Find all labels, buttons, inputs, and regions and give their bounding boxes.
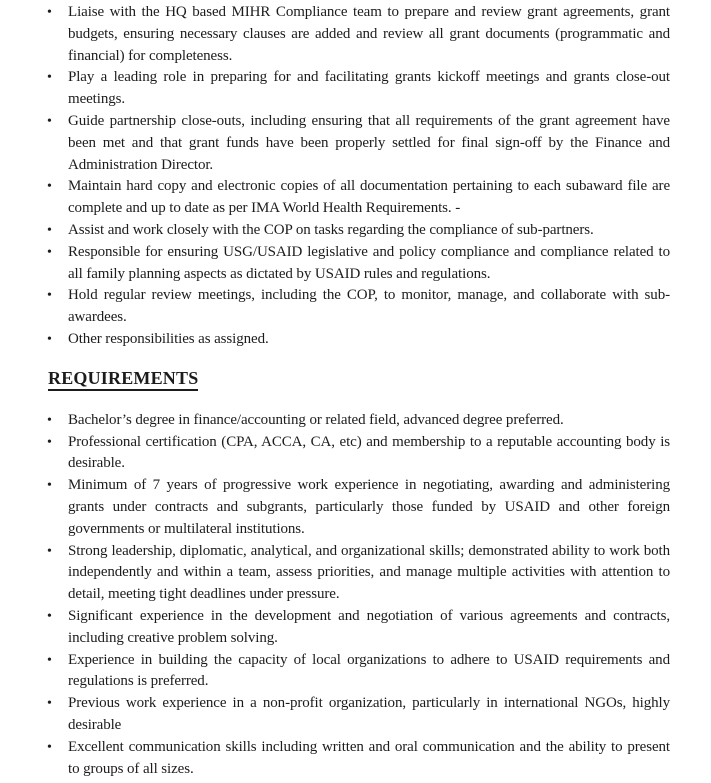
list-item (47, 432, 670, 476)
list-item-text: Significant experience in the development and negotiation of various agreements and contracts, including creative problem solving. (68, 607, 670, 646)
list-item (47, 242, 670, 286)
list-item (47, 541, 670, 606)
list-item (47, 2, 670, 67)
bullet-icon: • (47, 244, 52, 260)
list-item-text: Maintain hard copy and electronic copies of all documentation pertaining to each subaward file are complete and up to date as per IMA World Health Requirements. - (68, 178, 670, 217)
bullet-icon: • (47, 179, 52, 195)
bullet-icon: • (47, 331, 52, 347)
list-item-text: Other responsibilities as assigned. (68, 330, 269, 347)
list-item (47, 650, 670, 694)
list-item (47, 285, 670, 329)
list-item (47, 693, 670, 737)
list-item (47, 410, 670, 432)
responsibilities-list (47, 2, 670, 351)
bullet-icon: • (47, 696, 52, 712)
list-item-text: Play a leading role in preparing for and facilitating grants kickoff meetings and grants close-out meetings. (68, 69, 670, 108)
list-item (47, 220, 670, 242)
requirements-list (47, 410, 670, 781)
list-item (47, 176, 670, 220)
list-item-text: Bachelor’s degree in finance/accounting or related field, advanced degree preferred. (68, 411, 564, 428)
bullet-icon: • (47, 543, 52, 559)
bullet-icon: • (47, 5, 52, 20)
list-item-text: Minimum of 7 years of progressive work experience in negotiating, awarding and administering grants under contracts and subgrants, particularly those funded by USAID and other foreign governments or multilateral institutions. (68, 477, 670, 537)
list-item (47, 475, 670, 540)
list-item-text: Guide partnership close-outs, including ensuring that all requirements of the grant agreement have been met and that grant funds have been properly settled for final sign-off by the Finance and Administration Director. (68, 112, 670, 173)
bullet-icon: • (47, 70, 52, 86)
list-item-text: Previous work experience in a non-profit organization, particularly in international NGOs, highly desirable (68, 695, 670, 733)
list-item-text: Liaise with the HQ based MIHR Compliance team to prepare and review grant agreements, grant budgets, ensuring necessary clauses are added and review all grant documents (programmatic and financial) for completeness. (68, 4, 670, 64)
list-item-text: Professional certification (CPA, ACCA, CA, etc) and membership to a reputable accounting body is desirable. (68, 433, 670, 472)
list-item (47, 329, 670, 351)
requirements-heading-text: REQUIREMENTS (48, 368, 198, 391)
bullet-icon: • (47, 478, 52, 494)
list-item (47, 111, 670, 176)
list-item-text: Experience in building the capacity of local organizations to adhere to USAID requirements and regulations is preferred. (68, 651, 670, 690)
bullet-icon: • (47, 412, 52, 428)
list-item-text: Assist and work closely with the COP on tasks regarding the compliance of sub-partners. (68, 221, 594, 238)
bullet-icon: • (47, 222, 52, 238)
list-item-text: Responsible for ensuring USG/USAID legislative and policy compliance and compliance related to all family planning aspects as dictated by USAID rules and regulations. (68, 243, 670, 282)
list-item (47, 67, 670, 111)
list-item (47, 737, 670, 781)
list-item-text: Strong leadership, diplomatic, analytical, and organizational skills; demonstrated ability to work both independently and within a team, assess priorities, and manage multiple activities with attention to detail, meeting tight deadlines under pressure. (68, 542, 670, 603)
list-item-text: Hold regular review meetings, including the COP, to monitor, manage, and collaborate with sub-awardees. (68, 287, 670, 326)
bullet-icon: • (47, 434, 52, 450)
list-item-text: Excellent communication skills including written and oral communication and the ability to present to groups of all sizes. (68, 738, 670, 777)
bullet-icon: • (47, 652, 52, 668)
bullet-icon: • (47, 608, 52, 624)
bullet-icon: • (47, 288, 52, 304)
bullet-icon: • (47, 113, 52, 129)
requirements-heading (48, 366, 670, 390)
list-item (47, 606, 670, 650)
bullet-icon: • (47, 739, 52, 755)
